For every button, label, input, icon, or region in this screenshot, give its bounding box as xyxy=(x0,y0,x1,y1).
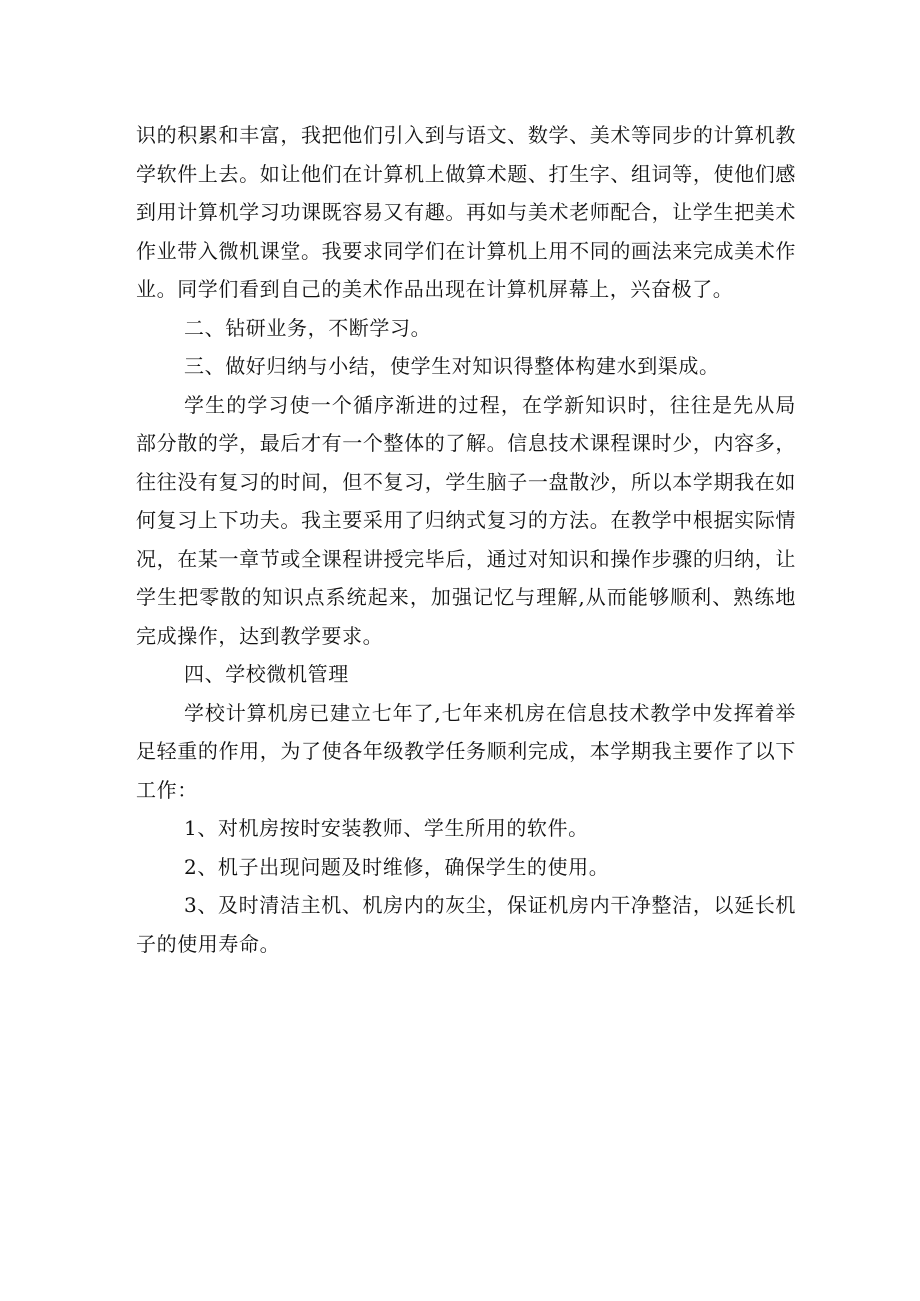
paragraph-computer-room: 学校计算机房已建立七年了,七年来机房在信息技术教学中发挥着举足轻重的作用，为了使各年级教学任务顺利完成，本学期我主要作了以下工作： xyxy=(136,700,796,802)
section-heading-two: 二、钻研业务，不断学习。 xyxy=(184,315,432,340)
document-page xyxy=(136,116,796,963)
section-heading-four: 四、学校微机管理 xyxy=(184,662,349,686)
list-item-cleaning: 3、及时清洁主机、机房内的灰尘，保证机房内干净整洁，以延长机子的使用寿命。 xyxy=(136,893,796,956)
paragraph-continuation: 识的积累和丰富，我把他们引入到与语文、数学、美术等同步的计算机教学软件上去。如让他们在计算机上做算术题、打生字、组词等，使他们感到用计算机学习功课既容易又有趣。再如与美术老师配合，让学生把美术作业带入微机课堂。我要求同学们在计算机上用不同的画法来完成美术作业。同学们看到自己的美术作品出现在计算机屏幕上，兴奋极了。 xyxy=(136,123,796,301)
section-heading-three: 三、做好归纳与小结，使学生对知识得整体构建水到渠成。 xyxy=(184,354,720,378)
list-item-software: 1、对机房按时安装教师、学生所用的软件。 xyxy=(184,816,589,840)
list-item-repair: 2、机子出现问题及时维修，确保学生的使用。 xyxy=(184,854,610,879)
paragraph-review-method: 学生的学习使一个循序渐进的过程，在学新知识时，往往是先从局部分散的学，最后才有一个整体的了解。信息技术课程课时少，内容多，往往没有复习的时间，但不复习，学生脑子一盘散沙，所以本学期我在如何复习上下功夫。我主要采用了归纳式复习的方法。在教学中根据实际情况，在某一章节或全课程讲授完毕后，通过对知识和操作步骤的归纳，让学生把零散的知识点系统起来，加强记忆与理解,从而能够顺利、熟练地完成操作，达到教学要求。 xyxy=(136,392,796,648)
